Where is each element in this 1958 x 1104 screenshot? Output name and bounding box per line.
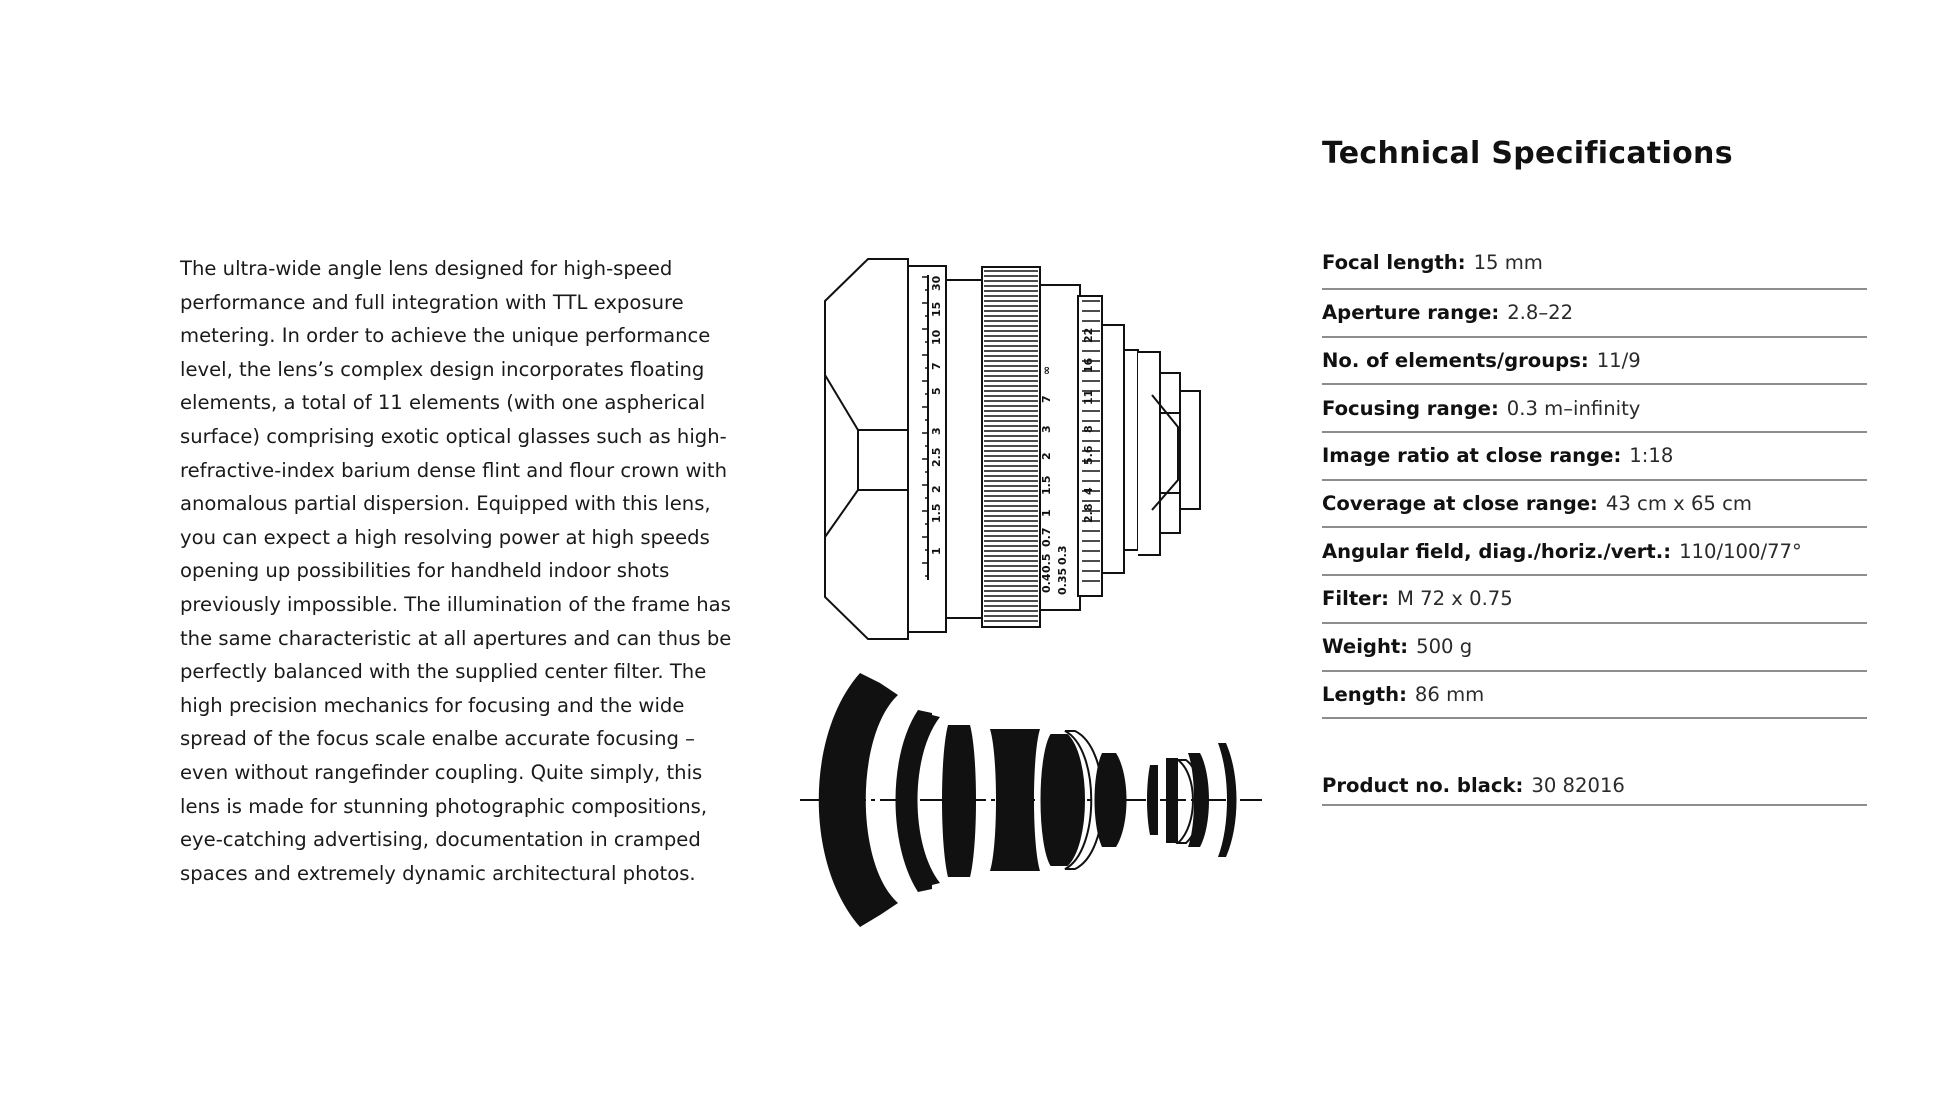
aperture-mark: 4 (1082, 487, 1095, 495)
spec-value: 1:18 (1629, 444, 1674, 468)
spec-value: 0.3 m–infinity (1506, 396, 1641, 420)
spec-value: 500 g (1416, 635, 1473, 659)
aperture-mark: 8 (1082, 425, 1095, 433)
feet-mark: 3 (930, 427, 943, 435)
spec-row-angular-field (1322, 528, 1867, 576)
spec-row-focusing-range (1322, 385, 1867, 433)
aperture-mark: 22 (1082, 327, 1095, 343)
distance-mark: 0.35 (1056, 567, 1069, 595)
aperture-mark: 11 (1082, 389, 1095, 405)
spec-label: Weight: (1322, 635, 1409, 659)
lens-element (1040, 733, 1087, 867)
distance-mark: 0.7 (1040, 527, 1053, 547)
product-number-label: Product no. black: (1322, 773, 1524, 797)
spec-label: Coverage at close range: (1322, 492, 1598, 516)
spec-row-filter (1322, 576, 1867, 624)
aperture-mark: 2.8 (1082, 503, 1095, 523)
feet-mark: 7 (930, 362, 943, 370)
spec-label: Focal length: (1322, 250, 1466, 274)
product-number-value: 30 82016 (1531, 773, 1625, 797)
feet-mark: 10 (930, 329, 943, 345)
distance-mark: 0.4 (1040, 573, 1053, 593)
spec-list (1322, 250, 1867, 719)
spec-row-image-ratio (1322, 433, 1867, 481)
spec-row-focal-length (1322, 236, 1867, 290)
aperture-mark: 16 (1082, 357, 1095, 373)
lens-drawings (800, 255, 1270, 955)
spec-row-coverage (1322, 481, 1867, 529)
specs-title: Technical Specifications (1322, 136, 1733, 171)
feet-mark: 1.5 (930, 503, 943, 523)
distance-mark: 0.5 (1040, 553, 1053, 573)
feet-mark: 30 (930, 275, 943, 291)
lens-element (1166, 758, 1178, 843)
spec-label: Focusing range: (1322, 396, 1499, 420)
spec-label: No. of elements/groups: (1322, 349, 1589, 373)
distance-mark: 1.5 (1040, 475, 1053, 495)
spec-value: 11/9 (1596, 349, 1641, 373)
distance-mark: 0.3 (1056, 545, 1069, 565)
product-number-row (1322, 766, 1867, 806)
spec-label: Aperture range: (1322, 301, 1500, 325)
spec-value: 2.8–22 (1507, 301, 1574, 325)
spec-row-aperture-range (1322, 290, 1867, 338)
spec-row-length (1322, 672, 1867, 720)
spec-value: 110/100/77° (1679, 539, 1802, 563)
spec-row-elements-groups (1322, 338, 1867, 386)
product-description: The ultra-wide angle lens designed for high-speed performance and full integration with TTL exposure metering. In order to achieve the unique performance level, the lens’s complex design incorporates floating elements, a total of 11 elements (with one aspherical surface) comprising exotic optical glasses such as high-refractive-index barium dense flint and flour crown with anomalous partial dispersion. Equipped with this lens, you can expect a high resolving power at high speeds opening up possibilities for handheld indoor shots previously impossible. The illumination of the frame has the same characteristic at all apertures and can thus be perfectly balanced with the supplied center filter. The high precision mechanics for focusing and the wide spread of the focus scale enalbe accurate focusing – even without rangefinder coupling. Quite simply, this lens is made for stunning photographic compositions, eye-catching advertising, documentation in cramped spaces and extremely dynamic architectural photos. (180, 257, 732, 885)
lens-element (1095, 753, 1127, 847)
spec-row-weight (1322, 624, 1867, 672)
distance-mark: 1 (1040, 509, 1053, 517)
spec-label: Angular field, diag./horiz./vert.: (1322, 539, 1672, 563)
spec-label: Filter: (1322, 587, 1389, 611)
distance-mark: 7 (1040, 395, 1053, 403)
lens-element (990, 729, 1040, 871)
feet-mark: 2.5 (930, 447, 943, 467)
feet-mark: 1 (930, 547, 943, 555)
distance-mark: 3 (1040, 425, 1053, 433)
feet-mark: 5 (930, 387, 943, 395)
lens-element (942, 725, 976, 877)
spec-value: M 72 x 0.75 (1396, 587, 1513, 611)
aperture-mark: 5.6 (1082, 445, 1095, 465)
feet-mark: 15 (930, 301, 943, 317)
distance-mark: 2 (1040, 452, 1053, 460)
distance-mark: ∞ (1040, 365, 1053, 375)
lens-element (1147, 765, 1158, 835)
spec-value: 86 mm (1414, 682, 1485, 706)
spec-label: Image ratio at close range: (1322, 444, 1622, 468)
spec-value: 15 mm (1473, 250, 1543, 274)
feet-mark: 2 (930, 485, 943, 493)
spec-value: 43 cm x 65 cm (1605, 492, 1752, 516)
lens-illustrations (800, 255, 1270, 955)
optical-cross-section-diagram (800, 673, 1262, 927)
spec-label: Length: (1322, 682, 1407, 706)
